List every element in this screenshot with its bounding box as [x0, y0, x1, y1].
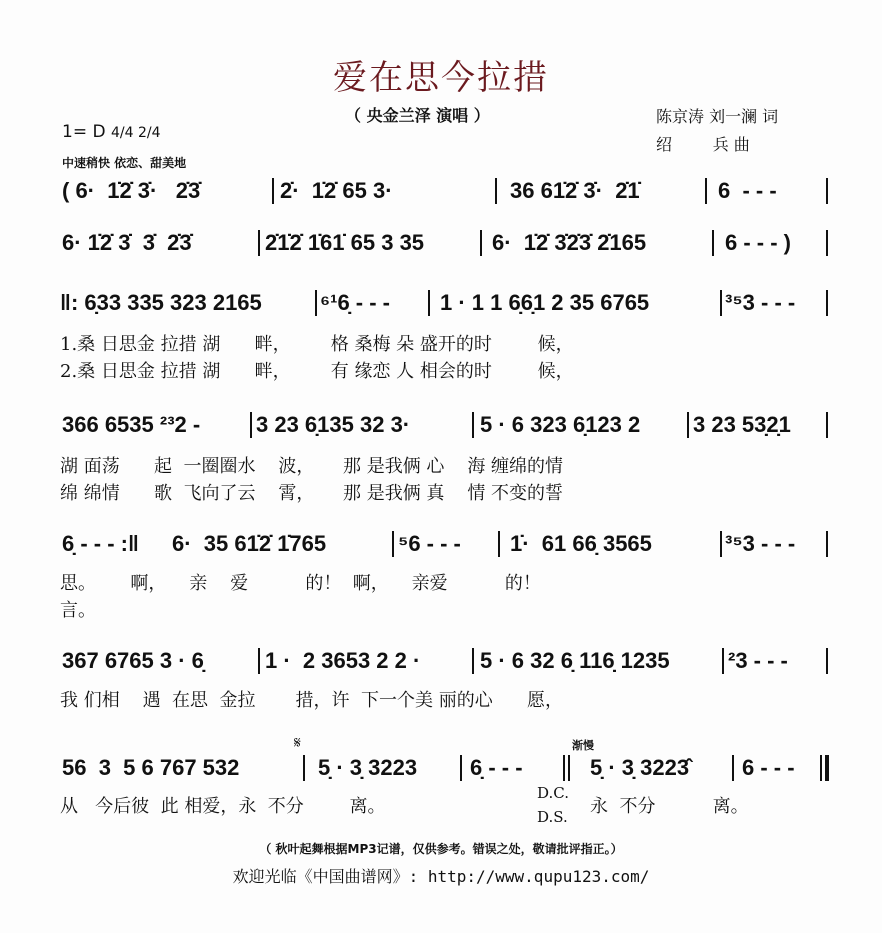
footer-site: 欢迎光临《中国曲谱网》: http://www.qupu123.com/: [232, 867, 650, 886]
final-barline: [825, 755, 829, 781]
lyrics-line: 永 不分 离。: [590, 796, 749, 817]
measure: 1 · 1 1 6̣6̣1 2 35 6765: [440, 290, 650, 315]
barline: [826, 230, 828, 256]
barline: [732, 755, 734, 781]
measure: 2̇· 1̇2̇ 65 3·: [280, 178, 393, 203]
performer: （ 央金兰泽 演唱 ）: [345, 106, 490, 125]
lyrics-verse-2: 2.桑 日思金 拉措 湖 畔， 有 缘恋 人 相会的时 候，: [60, 361, 574, 382]
measure: ⁶¹6̣ - - -: [320, 290, 391, 315]
footer-note: （ 秋叶起舞根据MP3记谱，仅供参考。错误之处，敬请批评指正。）: [259, 842, 623, 856]
measure: 5̣ · 3̣ 3223: [318, 755, 418, 780]
measure: 2̇1̇2̇ 1̇61̇ 65 3 35: [265, 230, 425, 255]
barline: [258, 648, 260, 674]
barline: [472, 648, 474, 674]
double-barline: [568, 755, 570, 781]
time-signature: 4/4 2/4: [110, 125, 161, 141]
barline: [720, 531, 722, 557]
measure: 1 · 2 3653 2 2 ·: [265, 648, 421, 673]
measure: 3 23 6̣135 32 3·: [256, 412, 411, 437]
key: 1= D: [62, 122, 106, 142]
measure: 6· 1̇2̇ 3̇ 3̇ 2̇3̇: [62, 230, 192, 255]
measure: 6· 1̇2̇ 3̇2̇3̇ 2̇165: [492, 230, 647, 255]
barline: [712, 230, 714, 256]
measure: ³⁵3 - - -: [725, 290, 796, 315]
measure: 56 3 5 6 767 532: [62, 755, 240, 780]
measure: 367 6765 3 · 6̣: [62, 648, 204, 673]
barline: [480, 230, 482, 256]
measure: ⁵6 - - -: [398, 531, 461, 556]
da-capo: D.C.: [537, 784, 569, 802]
tempo-marking: 中速稍快 依恋、甜美地: [62, 156, 187, 170]
measure: 36 61̇2̇ 3̇· 2̇1̇: [510, 178, 640, 203]
measure: 6̣ - - -: [470, 755, 523, 780]
barline: [722, 648, 724, 674]
lyrics-verse-1: 思。 啊， 亲 爱 的！ 啊， 亲爱 的！: [60, 573, 541, 594]
measure: 6 - - -: [718, 178, 777, 203]
barline: [826, 290, 828, 316]
barline: [258, 230, 260, 256]
barline: [826, 648, 828, 674]
measure: ²3 - - -: [728, 648, 788, 673]
lyrics-verse-2: 绵 绵情 歌 飞向了云 霄， 那 是我俩 真 情 不变的誓: [60, 483, 564, 504]
barline: [428, 290, 430, 316]
barline: [315, 290, 317, 316]
final-barline: [820, 755, 822, 781]
barline: [720, 290, 722, 316]
barline: [826, 178, 828, 204]
segno-icon: 𝄋: [294, 733, 301, 752]
measure: 6 - - -: [742, 755, 795, 780]
barline: [303, 755, 305, 781]
lyricist: 陈京涛 刘一澜 词: [656, 107, 779, 126]
barline: [826, 531, 828, 557]
measure: 6 - - - ): [725, 230, 791, 255]
double-barline: [563, 755, 565, 781]
measure: 6̣ - - - :‖: [62, 531, 139, 556]
measure: ( 6· 1̇2̇ 3̇· 2̇3̇: [62, 178, 201, 203]
barline: [272, 178, 274, 204]
barline: [495, 178, 497, 204]
song-title: 爱在思今拉措: [333, 58, 549, 98]
barline: [826, 412, 828, 438]
measure: 5 · 6 32 6̣ 116̣ 1235: [480, 648, 670, 673]
measure: 6· 35 61̇2̇ 1̇765: [172, 531, 327, 556]
lyrics-line: 我 们相 遇 在思 金拉 措，许 下一个美 丽的心 愿，: [60, 690, 564, 711]
barline: [250, 412, 252, 438]
ritardando-marking: 渐慢: [572, 739, 594, 752]
lyrics-verse-1: 1.桑 日思金 拉措 湖 畔， 格 桑梅 朵 盛开的时 候，: [60, 334, 574, 355]
barline: [392, 531, 394, 557]
lyrics-verse-1: 湖 面荡 起 一圈圈水 波， 那 是我俩 心 海 缠绵的情: [60, 456, 564, 477]
barline: [460, 755, 462, 781]
composer: 绍 兵 曲: [656, 135, 750, 154]
measure: 5̣ · 3̣ 3223̂: [590, 755, 690, 780]
measure: 366 6535 ²³2 -: [62, 412, 201, 437]
dal-segno: D.S.: [537, 808, 568, 826]
key-signature: [62, 122, 160, 142]
measure: 5 · 6 323 6̣123 2: [480, 412, 641, 437]
barline: [687, 412, 689, 438]
measure: 1̇· 61 66̣ 3565: [510, 531, 652, 556]
lyrics-verse-2: 言。: [60, 600, 96, 621]
measure: ³⁵3 - - -: [725, 531, 796, 556]
lyrics-line: 从 今后彼 此 相爱，永 不分 离。: [60, 796, 386, 817]
measure: 3 23 53̣2̣1: [693, 412, 791, 437]
barline: [498, 531, 500, 557]
barline: [472, 412, 474, 438]
barline: [705, 178, 707, 204]
measure: ‖: 6̣33 335 323 2165: [60, 290, 262, 315]
